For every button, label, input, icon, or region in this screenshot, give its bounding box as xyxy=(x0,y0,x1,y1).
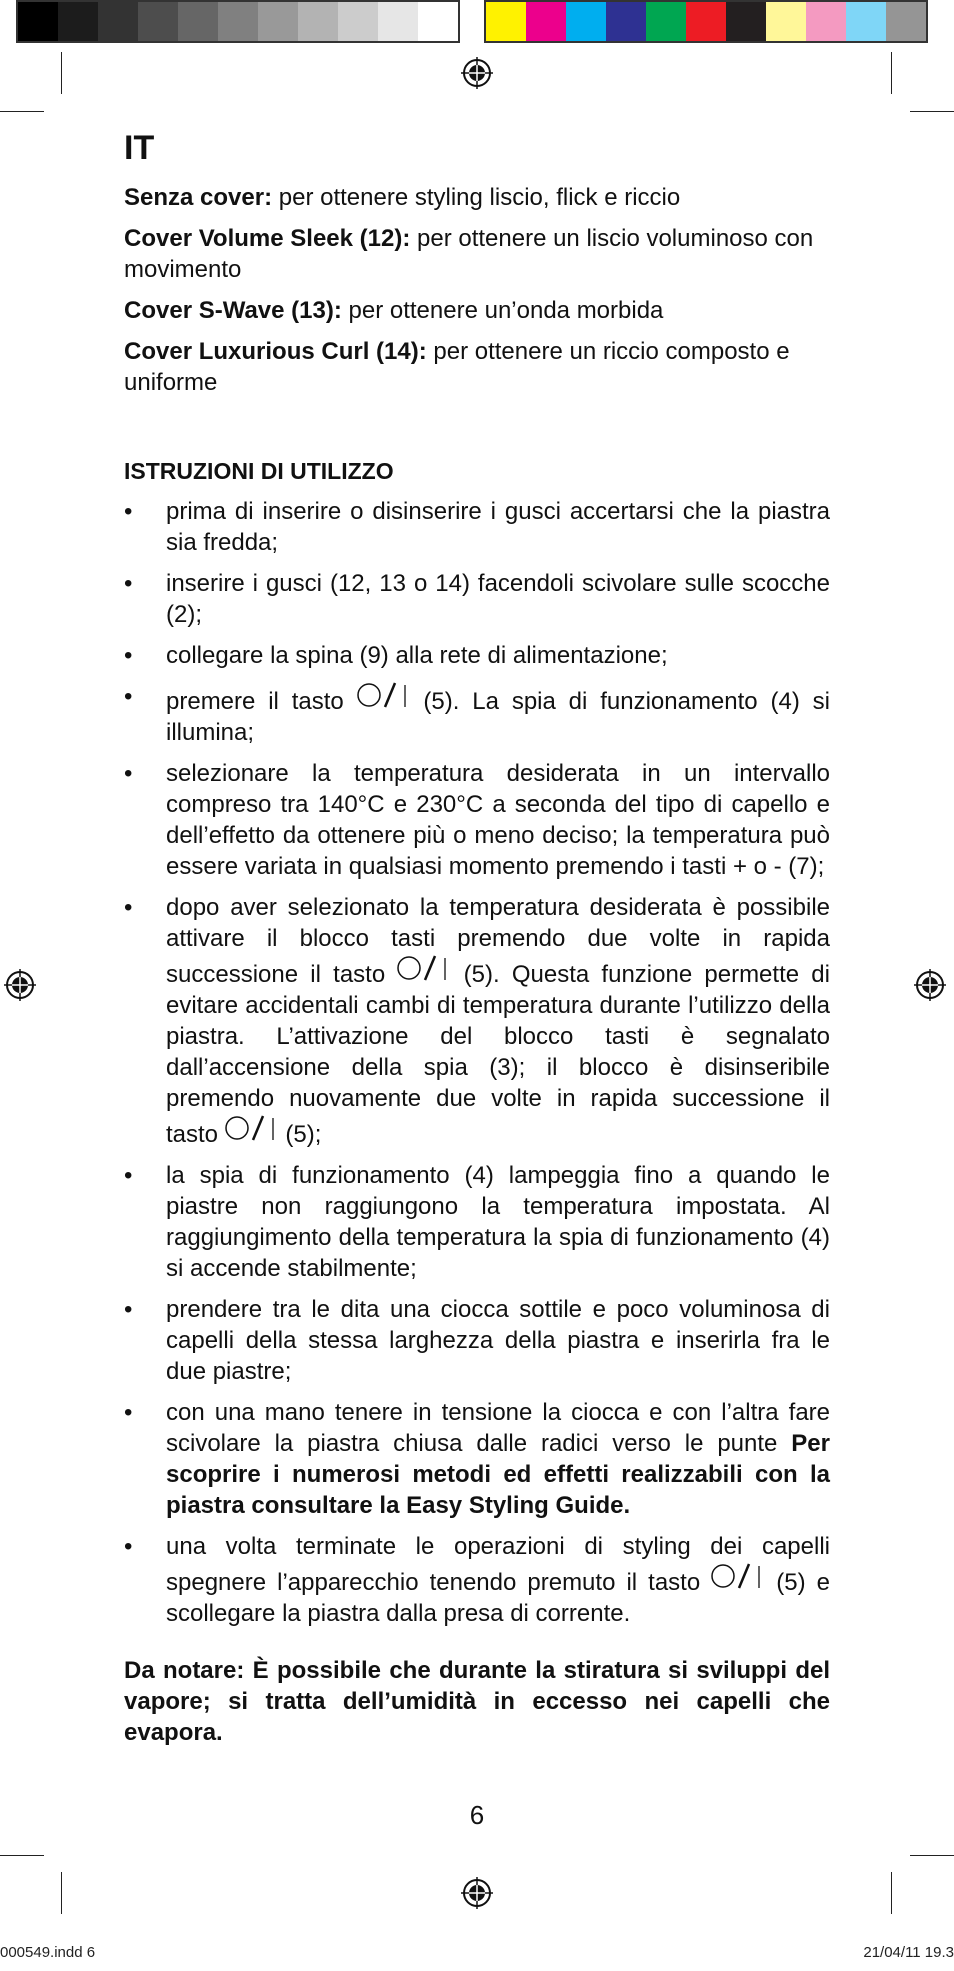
color-swatch xyxy=(18,2,58,41)
list-item xyxy=(124,1531,830,1629)
color-swatch xyxy=(726,2,766,41)
color-swatch xyxy=(486,2,526,41)
page-number: 6 xyxy=(469,1800,485,1830)
color-swatch xyxy=(258,2,298,41)
step-text: una volta terminate le operazioni di styling dei capelli spegnere l’apparecchio tenendo premuto il tasto xyxy=(166,1533,830,1596)
cover-description: per ottenere un liscio voluminoso con movimento xyxy=(124,225,814,283)
cover-label: Cover Volume Sleek (12): xyxy=(124,225,411,252)
color-swatch xyxy=(886,2,926,41)
step-text: (5); xyxy=(278,1121,322,1148)
grayscale-color-bar xyxy=(16,0,460,43)
color-swatch xyxy=(526,2,566,41)
crop-mark xyxy=(61,52,62,94)
crop-mark xyxy=(910,1855,954,1856)
list-item: • collegare la spina (9) alla rete di alimentazione; xyxy=(124,640,830,671)
color-swatch xyxy=(218,2,258,41)
color-swatch xyxy=(646,2,686,41)
color-swatch xyxy=(686,2,726,41)
color-swatch xyxy=(178,2,218,41)
manual-page-content xyxy=(124,128,830,1758)
power-button-icon xyxy=(225,1114,279,1142)
cover-item xyxy=(124,295,830,326)
list-item xyxy=(124,681,830,748)
crop-mark xyxy=(0,1855,44,1856)
step-text: dopo aver selezionato la temperatura desiderata è possibile attivare il blocco tasti premendo due volte in rapida successione il tasto xyxy=(166,894,830,988)
crop-mark xyxy=(891,1872,892,1914)
crop-mark xyxy=(891,52,892,94)
section-title: ISTRUZIONI DI UTILIZZO xyxy=(124,458,394,484)
color-swatch xyxy=(418,2,458,41)
language-heading: IT xyxy=(124,129,155,167)
registration-mark-icon xyxy=(4,969,36,1001)
cover-description: per ottenere styling liscio, flick e riccio xyxy=(272,184,681,211)
instruction-list xyxy=(124,496,830,1629)
cover-label: Cover Luxurious Curl (14): xyxy=(124,338,427,365)
list-item: • prima di inserire o disinserire i gusci accertarsi che la piastra sia fredda; xyxy=(124,496,830,558)
color-swatch xyxy=(566,2,606,41)
slug-filename: 000549.indd 6 xyxy=(0,1944,96,1961)
list-item: • selezionare la temperatura desiderata in un intervallo compreso tra 140°C e 230°C a seconda del tipo di capello e dell’effetto da ottenere più o meno deciso; la temperatura può essere variata in qualsiasi momento premendo i tasti + o - (7); xyxy=(124,758,830,882)
step-text: (5). La spia di funzionamento (4) si illumina; xyxy=(166,688,830,746)
crop-mark xyxy=(61,1872,62,1914)
power-button-icon xyxy=(711,1562,765,1590)
color-swatch xyxy=(806,2,846,41)
color-swatch xyxy=(338,2,378,41)
list-item: • prendere tra le dita una ciocca sottile e poco voluminosa di capelli della stessa larghezza della piastra e inserirla fra le due piastre; xyxy=(124,1294,830,1387)
list-item: • inserire i gusci (12, 13 o 14) facendoli scivolare sulle scocche (2); xyxy=(124,568,830,630)
color-swatch xyxy=(606,2,646,41)
list-item xyxy=(124,1397,830,1521)
registration-mark-icon xyxy=(914,969,946,1001)
color-swatch xyxy=(138,2,178,41)
registration-mark-icon xyxy=(461,1877,493,1909)
color-swatch xyxy=(98,2,138,41)
step-text: premere il tasto xyxy=(166,688,357,715)
list-item xyxy=(124,892,830,1150)
power-button-icon xyxy=(357,681,411,709)
cover-item xyxy=(124,223,830,285)
list-item: • la spia di funzionamento (4) lampeggia fino a quando le piastre non raggiungono la temperatura impostata. Al raggiungimento della temperatura la spia di funzionamento (4) si accende stabilmente; xyxy=(124,1160,830,1284)
step-text: con una mano tenere in tensione la ciocca e con l’altra fare scivolare la piastra chiusa dalle radici verso le punte xyxy=(166,1399,830,1457)
registration-mark-icon xyxy=(461,57,493,89)
cover-item xyxy=(124,182,830,213)
slug-timestamp: 21/04/11 19.3 xyxy=(863,1944,954,1961)
cover-description: per ottenere un riccio composto e uniforme xyxy=(124,338,790,396)
color-swatch xyxy=(846,2,886,41)
power-button-icon xyxy=(397,954,451,982)
step-text: (5) e scollegare la piastra dalla presa di corrente. xyxy=(166,1569,831,1627)
cover-item xyxy=(124,336,830,398)
color-swatch xyxy=(298,2,338,41)
cover-label: Cover S-Wave (13): xyxy=(124,297,342,324)
color-swatch xyxy=(766,2,806,41)
color-swatch xyxy=(58,2,98,41)
process-color-bar xyxy=(484,0,928,43)
crop-mark xyxy=(910,111,954,112)
note-paragraph: Da notare: È possibile che durante la stiratura si sviluppi del vapore; si tratta dell’umidità in eccesso nei capelli che evapora. xyxy=(124,1657,830,1746)
step-text: (5). Questa funzione permette di evitare accidentali cambi di temperatura durante l’utilizzo della piastra. L’attivazione del blocco tasti è segnalato dall’accensione della spia (3); il blocco è disinseribile premendo nuovamente due volte in rapida successione il tasto xyxy=(166,961,830,1148)
cover-label: Senza cover: xyxy=(124,184,273,211)
easy-styling-guide-reference: Per scoprire i numerosi metodi ed effetti realizzabili con la piastra consultare la Easy Styling Guide. xyxy=(166,1430,830,1519)
cover-description: per ottenere un’onda morbida xyxy=(341,297,664,324)
crop-mark xyxy=(0,111,44,112)
color-swatch xyxy=(378,2,418,41)
